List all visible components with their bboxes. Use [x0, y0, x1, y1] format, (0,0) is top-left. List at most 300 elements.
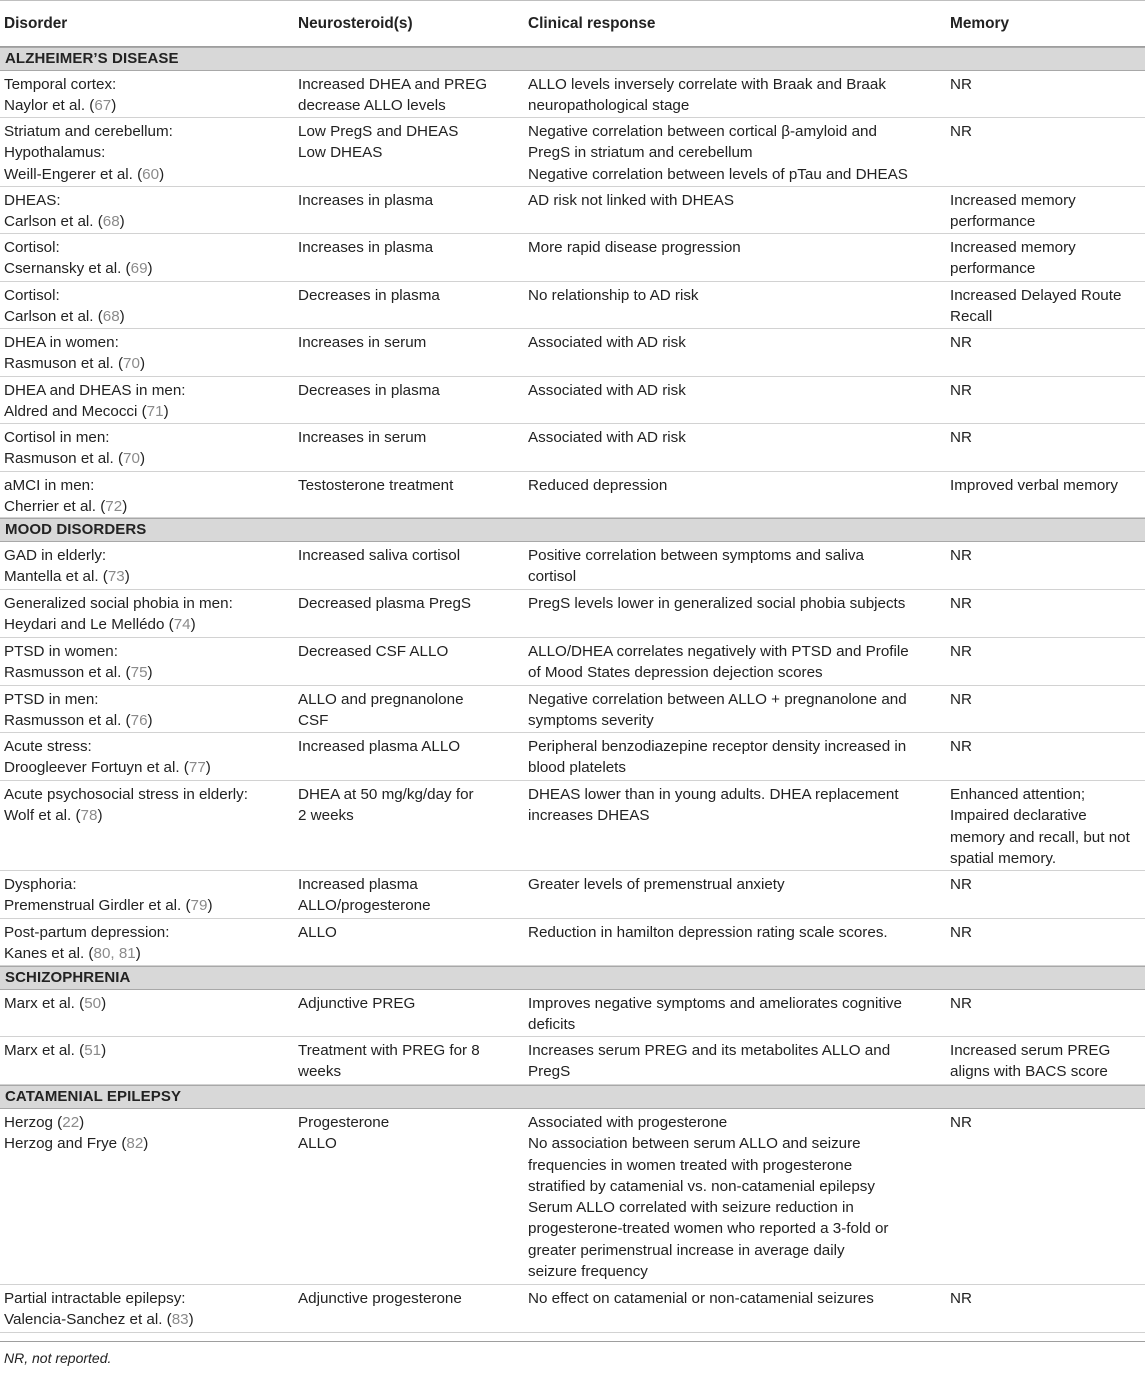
table-row: [0, 686, 1145, 733]
disorder-line: [4, 1040, 294, 1061]
cell-neurosteroids-line: Decreases in plasma: [298, 382, 440, 399]
disorder-text-end: ): [101, 1042, 107, 1059]
cell-memory-line: Increased memory: [950, 192, 1076, 209]
disorder-line: [4, 641, 294, 662]
disorder-line: [4, 1112, 294, 1133]
cell-neurosteroids-line: Increases in serum: [298, 334, 427, 351]
disorder-line: [4, 1133, 294, 1154]
disorder-line: [4, 593, 294, 614]
disorder-line: [4, 164, 294, 185]
disorder-text: Valencia-Sanchez et al. (: [4, 1311, 172, 1329]
cell-memory: [946, 1112, 1145, 1282]
cell-clinical-response-line: Negative correlation between levels of pTau and DHEAS: [528, 165, 908, 183]
disorder-text: Marx et al. (: [4, 1042, 85, 1059]
cell-clinical-response-line: increases DHEAS: [528, 807, 650, 825]
cell-memory-line: Improved verbal memory: [950, 477, 1118, 494]
cell-memory: [946, 874, 1145, 916]
disorder-text-end: ): [97, 807, 103, 825]
cell-memory: [946, 689, 1145, 730]
cell-neurosteroids: [294, 641, 524, 683]
disorder-text: Rasmuson et al. (: [4, 450, 124, 468]
cell-neurosteroids: [294, 427, 524, 469]
cell-clinical-response: [524, 593, 946, 635]
disorder-line: [4, 566, 294, 587]
cell-memory-line: aligns with BACS score: [950, 1063, 1108, 1081]
cell-clinical-response: [524, 689, 946, 730]
disorder-line: [4, 237, 294, 258]
cell-clinical-response: [524, 1288, 946, 1330]
disorder-line: [4, 805, 294, 826]
cell-neurosteroids: [294, 332, 524, 374]
cell-clinical-response-line: greater perimenstrual increase in average daily: [528, 1241, 845, 1259]
disorder-line: [4, 142, 294, 163]
disorder-line: [4, 993, 294, 1014]
header-disorder: Disorder: [4, 14, 68, 32]
cell-clinical-response-line: neuropathological stage: [528, 97, 690, 115]
cell-clinical-response-line: Negative correlation between ALLO + pregnanolone and: [528, 691, 907, 708]
cell-clinical-response-line: Associated with AD risk: [528, 334, 686, 351]
cell-neurosteroids-line: Increases in serum: [298, 429, 427, 446]
disorder-text-end: ): [207, 897, 213, 915]
cell-clinical-response: [524, 332, 946, 374]
cell-disorder: [0, 922, 294, 963]
cell-disorder: [0, 1288, 294, 1330]
reference-number[interactable]: 83: [171, 1311, 189, 1329]
disorder-text: Cortisol in men:: [4, 429, 110, 446]
cell-clinical-response: [524, 1112, 946, 1282]
cell-clinical-response-line: deficits: [528, 1016, 576, 1034]
cell-memory-line: NR: [950, 643, 972, 660]
disorder-text: Cortisol:: [4, 239, 60, 256]
cell-memory-line: NR: [950, 76, 972, 93]
cell-neurosteroids: [294, 475, 524, 515]
table-body: [0, 47, 1145, 1333]
disorder-line: [4, 475, 294, 496]
disorder-text: Acute stress:: [4, 738, 92, 755]
cell-disorder: [0, 237, 294, 279]
disorder-text-end: ): [190, 616, 196, 634]
cell-clinical-response-line: Peripheral benzodiazepine receptor density increased in: [528, 738, 907, 755]
header-memory: Memory: [950, 14, 1010, 32]
cell-clinical-response: [524, 475, 946, 515]
disorder-text-end: ): [139, 355, 145, 373]
cell-disorder: [0, 190, 294, 231]
section-header: SCHIZOPHRENIA: [0, 966, 1145, 990]
table-row: [0, 1285, 1145, 1333]
disorder-text: DHEAS:: [4, 192, 61, 209]
header-neurosteroids: Neurosteroid(s): [298, 14, 413, 32]
cell-clinical-response-line: Associated with AD risk: [528, 429, 686, 446]
reference-number[interactable]: 22: [62, 1114, 80, 1131]
disorder-text-end: ): [188, 1311, 194, 1329]
reference-number[interactable]: 80, 81: [93, 945, 136, 963]
table-row: [0, 118, 1145, 187]
disorder-text: GAD in elderly:: [4, 547, 107, 564]
disorder-text: Mantella et al. (: [4, 568, 108, 586]
reference-number[interactable]: 76: [130, 712, 148, 730]
table-row: [0, 377, 1145, 424]
cell-clinical-response: [524, 380, 946, 421]
disorder-text: Cherrier et al. (: [4, 498, 106, 516]
cell-neurosteroids: [294, 380, 524, 421]
table-row: [0, 71, 1145, 118]
disorder-text: aMCI in men:: [4, 477, 95, 494]
disorder-line: [4, 1309, 294, 1330]
disorder-line: [4, 784, 294, 805]
cell-disorder: [0, 285, 294, 326]
cell-neurosteroids-line: Decreases in plasma: [298, 287, 440, 304]
disorder-line: [4, 874, 294, 895]
disorder-text-end: ): [101, 995, 107, 1012]
cell-clinical-response-line: Negative correlation between cortical β-amyloid and: [528, 123, 877, 140]
cell-disorder: [0, 689, 294, 730]
cell-clinical-response-line: Improves negative symptoms and ameliorates cognitive: [528, 995, 902, 1012]
cell-memory-line: NR: [950, 429, 972, 446]
header-clinical-response: Clinical response: [528, 14, 656, 32]
disorder-line: [4, 95, 294, 116]
cell-clinical-response-line: ALLO levels inversely correlate with Braak and Braak: [528, 76, 886, 93]
disorder-text: Wolf et al. (: [4, 807, 81, 825]
cell-neurosteroids-line: weeks: [298, 1063, 342, 1081]
cell-neurosteroids-line: Increased DHEA and PREG: [298, 76, 488, 93]
cell-neurosteroids: [294, 74, 524, 115]
cell-memory: [946, 545, 1145, 587]
disorder-line: [4, 427, 294, 448]
disorder-text: Rasmusson et al. (: [4, 664, 131, 682]
table-row: [0, 1109, 1145, 1285]
cell-neurosteroids: [294, 545, 524, 587]
cell-clinical-response-line: of Mood States depression dejection scores: [528, 664, 823, 682]
cell-clinical-response: [524, 1040, 946, 1082]
cell-clinical-response: [524, 427, 946, 469]
cell-clinical-response: [524, 993, 946, 1034]
cell-clinical-response-line: progesterone-treated women who reported a 3-fold or: [528, 1220, 889, 1238]
cell-clinical-response: [524, 784, 946, 868]
reference-number[interactable]: 60: [142, 165, 160, 183]
cell-neurosteroids: [294, 784, 524, 868]
cell-memory-line: Impaired declarative: [950, 807, 1087, 825]
cell-memory: [946, 736, 1145, 778]
cell-clinical-response: [524, 922, 946, 963]
cell-neurosteroids-line: Low PregS and DHEAS: [298, 123, 459, 140]
cell-disorder: [0, 332, 294, 374]
table-row: [0, 638, 1145, 686]
disorder-line: [4, 496, 294, 517]
disorder-text: Dysphoria:: [4, 876, 77, 893]
table-row: [0, 781, 1145, 871]
cell-neurosteroids-line: 2 weeks: [298, 807, 354, 825]
cell-memory: [946, 427, 1145, 469]
reference-number[interactable]: 77: [188, 759, 206, 777]
cell-memory-line: NR: [950, 738, 972, 755]
disorder-text: Naylor et al. (: [4, 97, 95, 115]
cell-neurosteroids: [294, 1288, 524, 1330]
disorder-text: Post-partum depression:: [4, 924, 170, 941]
disorder-text-end: ): [119, 308, 125, 326]
disorder-text: DHEA and DHEAS in men:: [4, 382, 186, 399]
cell-disorder: [0, 475, 294, 515]
table-row: [0, 919, 1145, 966]
disorder-text: Hypothalamus:: [4, 144, 106, 162]
cell-disorder: [0, 874, 294, 916]
disorder-line: [4, 211, 294, 232]
reference-number[interactable]: 75: [130, 664, 148, 682]
reference-number[interactable]: 72: [105, 498, 123, 516]
cell-neurosteroids-line: Progesterone: [298, 1114, 390, 1131]
cell-memory: [946, 74, 1145, 115]
cell-clinical-response-line: frequencies in women treated with progesterone: [528, 1156, 853, 1174]
reference-number[interactable]: 51: [84, 1042, 102, 1059]
cell-neurosteroids-line: Increased saliva cortisol: [298, 547, 461, 564]
cell-neurosteroids-line: Adjunctive PREG: [298, 995, 416, 1012]
cell-disorder: [0, 1040, 294, 1082]
disorder-text: Carlson et al. (: [4, 213, 103, 231]
disorder-text-end: ): [147, 260, 153, 278]
disorder-line: [4, 121, 294, 142]
disorder-line: [4, 258, 294, 279]
cell-memory-line: spatial memory.: [950, 849, 1057, 867]
cell-neurosteroids-line: Low DHEAS: [298, 144, 383, 162]
cell-disorder: [0, 993, 294, 1034]
cell-clinical-response-line: ALLO/DHEA correlates negatively with PTSD and Profile: [528, 643, 909, 660]
cell-clinical-response: [524, 237, 946, 279]
cell-clinical-response-line: Increases serum PREG and its metabolites ALLO and: [528, 1042, 891, 1059]
disorder-line: [4, 74, 294, 95]
disorder-text-end: ): [139, 450, 145, 468]
cell-neurosteroids: [294, 922, 524, 963]
cell-clinical-response-line: Reduced depression: [528, 477, 668, 494]
cell-memory-line: Increased Delayed Route: [950, 287, 1122, 304]
disorder-text: Csernansky et al. (: [4, 260, 131, 278]
disorder-text: PTSD in women:: [4, 643, 118, 660]
cell-neurosteroids: [294, 874, 524, 916]
disorder-text: Cortisol:: [4, 287, 60, 304]
section-header: ALZHEIMER’S DISEASE: [0, 47, 1145, 71]
cell-neurosteroids: [294, 1112, 524, 1282]
disorder-text: Kanes et al. (: [4, 945, 94, 963]
cell-clinical-response-line: stratified by catamenial vs. non-catamenial epilepsy: [528, 1177, 875, 1195]
cell-clinical-response: [524, 190, 946, 231]
cell-memory: [946, 784, 1145, 868]
table-row: [0, 234, 1145, 282]
cell-clinical-response-line: seizure frequency: [528, 1263, 648, 1281]
cell-memory: [946, 922, 1145, 963]
cell-clinical-response-line: DHEAS lower than in young adults. DHEA replacement: [528, 786, 899, 803]
cell-disorder: [0, 1112, 294, 1282]
disorder-text-end: ): [124, 568, 130, 586]
cell-clinical-response-line: Associated with AD risk: [528, 382, 686, 399]
disorder-line: [4, 943, 294, 964]
disorder-text: Marx et al. (: [4, 995, 85, 1012]
cell-neurosteroids: [294, 121, 524, 184]
table-header: [0, 0, 1145, 47]
table-row: [0, 424, 1145, 472]
cell-disorder: [0, 74, 294, 115]
disorder-line: [4, 689, 294, 710]
cell-neurosteroids-line: Increases in plasma: [298, 239, 434, 256]
table-row: [0, 990, 1145, 1037]
disorder-text: Generalized social phobia in men:: [4, 595, 233, 612]
disorder-line: [4, 332, 294, 353]
cell-neurosteroids-line: Increased plasma ALLO: [298, 738, 461, 755]
cell-clinical-response: [524, 874, 946, 916]
table-row: [0, 329, 1145, 377]
cell-memory-line: Increased memory: [950, 239, 1076, 256]
cell-memory-line: NR: [950, 995, 972, 1012]
cell-neurosteroids-line: ALLO and pregnanolone: [298, 691, 464, 708]
reference-number[interactable]: 71: [146, 403, 164, 421]
reference-number[interactable]: 68: [102, 308, 120, 326]
disorder-line: [4, 895, 294, 916]
cell-clinical-response-line: More rapid disease progression: [528, 239, 741, 256]
cell-neurosteroids-line: Decreased CSF ALLO: [298, 643, 449, 660]
cell-neurosteroids-line: ALLO: [298, 924, 337, 941]
cell-clinical-response-line: AD risk not linked with DHEAS: [528, 192, 734, 209]
cell-clinical-response-line: PregS levels lower in generalized social phobia subjects: [528, 595, 906, 612]
cell-memory-line: NR: [950, 924, 972, 941]
cell-memory: [946, 475, 1145, 515]
cell-disorder: [0, 380, 294, 421]
table-row: [0, 187, 1145, 234]
disorder-text: Heydari and Le Mellédo (: [4, 616, 174, 634]
disorder-line: [4, 448, 294, 469]
cell-memory: [946, 121, 1145, 184]
cell-neurosteroids-line: ALLO/progesterone: [298, 897, 431, 915]
disorder-line: [4, 353, 294, 374]
disorder-text-end: ): [147, 664, 153, 682]
cell-neurosteroids-line: Increases in plasma: [298, 192, 434, 209]
cell-disorder: [0, 784, 294, 868]
disorder-text-end: ): [143, 1135, 149, 1153]
cell-clinical-response-line: Associated with progesterone: [528, 1114, 728, 1131]
cell-memory-line: NR: [950, 1290, 972, 1307]
disorder-text-end: ): [159, 165, 165, 183]
cell-memory-line: NR: [950, 382, 972, 399]
reference-number[interactable]: 78: [80, 807, 98, 825]
cell-disorder: [0, 593, 294, 635]
cell-memory: [946, 1288, 1145, 1330]
cell-clinical-response-line: blood platelets: [528, 759, 626, 777]
disorder-line: [4, 662, 294, 683]
disorder-text: Rasmuson et al. (: [4, 355, 124, 373]
section-header: CATAMENIAL EPILEPSY: [0, 1085, 1145, 1109]
cell-disorder: [0, 545, 294, 587]
cell-memory-line: performance: [950, 260, 1036, 278]
cell-memory-line: Increased serum PREG: [950, 1042, 1111, 1059]
disorder-line: [4, 190, 294, 211]
disorder-text: Rasmusson et al. (: [4, 712, 131, 730]
cell-clinical-response: [524, 121, 946, 184]
disorder-text-end: ): [79, 1114, 85, 1131]
table-row: [0, 733, 1145, 781]
cell-memory-line: NR: [950, 334, 972, 351]
reference-number[interactable]: 67: [94, 97, 112, 115]
reference-number[interactable]: 50: [84, 995, 102, 1012]
disorder-text-end: ): [111, 97, 117, 115]
disorder-text: Droogleever Fortuyn et al. (: [4, 759, 189, 777]
disorder-text: Temporal cortex:: [4, 76, 117, 93]
cell-clinical-response-line: Positive correlation between symptoms and saliva: [528, 547, 864, 564]
disorder-line: [4, 710, 294, 731]
table-row: [0, 871, 1145, 919]
disorder-text-end: ): [205, 759, 211, 777]
footnote: NR, not reported.: [0, 1341, 1145, 1366]
disorder-text: PTSD in men:: [4, 691, 99, 708]
cell-memory-line: NR: [950, 595, 972, 612]
cell-neurosteroids: [294, 993, 524, 1034]
cell-clinical-response-line: No effect on catamenial or non-catamenial seizures: [528, 1290, 874, 1307]
cell-neurosteroids: [294, 237, 524, 279]
disorder-text: Aldred and Mecocci (: [4, 403, 147, 421]
disorder-line: [4, 736, 294, 757]
disorder-text-end: ): [122, 498, 128, 516]
table-row: [0, 542, 1145, 590]
cell-clinical-response-line: PregS in striatum and cerebellum: [528, 144, 753, 162]
cell-neurosteroids-line: Treatment with PREG for 8: [298, 1042, 480, 1059]
cell-disorder: [0, 736, 294, 778]
disorder-line: [4, 614, 294, 635]
disorder-line: [4, 922, 294, 943]
reference-number[interactable]: 82: [126, 1135, 144, 1153]
cell-neurosteroids: [294, 190, 524, 231]
cell-clinical-response-line: No relationship to AD risk: [528, 287, 699, 304]
cell-neurosteroids-line: Decreased plasma PregS: [298, 595, 472, 612]
cell-neurosteroids-line: DHEA at 50 mg/kg/day for: [298, 786, 474, 803]
reference-number[interactable]: 69: [130, 260, 148, 278]
disorder-text: Striatum and cerebellum:: [4, 123, 173, 140]
table-row: [0, 472, 1145, 518]
cell-neurosteroids-line: Testosterone treatment: [298, 477, 454, 494]
cell-memory: [946, 641, 1145, 683]
cell-clinical-response-line: Serum ALLO correlated with seizure reduction in: [528, 1199, 854, 1217]
cell-neurosteroids: [294, 285, 524, 326]
cell-clinical-response-line: Reduction in hamilton depression rating scale scores.: [528, 924, 888, 941]
disorder-text: Carlson et al. (: [4, 308, 103, 326]
cell-neurosteroids-line: Increased plasma: [298, 876, 418, 893]
disorder-text-end: ): [147, 712, 153, 730]
cell-memory-line: NR: [950, 1114, 972, 1131]
cell-memory: [946, 380, 1145, 421]
disorder-line: [4, 401, 294, 422]
disorder-text-end: ): [119, 213, 125, 231]
disorder-text: Acute psychosocial stress in elderly:: [4, 786, 248, 803]
cell-clinical-response: [524, 285, 946, 326]
cell-clinical-response-line: cortisol: [528, 568, 577, 586]
cell-neurosteroids: [294, 1040, 524, 1082]
cell-neurosteroids: [294, 689, 524, 730]
cell-memory: [946, 332, 1145, 374]
disorder-line: [4, 545, 294, 566]
reference-number[interactable]: 68: [102, 213, 120, 231]
cell-neurosteroids-line: Adjunctive progesterone: [298, 1290, 462, 1307]
reference-number[interactable]: 70: [123, 355, 140, 373]
reference-number[interactable]: 73: [107, 568, 125, 586]
reference-number[interactable]: 74: [173, 616, 191, 634]
cell-memory-line: NR: [950, 876, 972, 893]
cell-neurosteroids-line: ALLO: [298, 1135, 337, 1153]
table-row: [0, 282, 1145, 329]
cell-memory: [946, 285, 1145, 326]
cell-clinical-response-line: No association between serum ALLO and seizure: [528, 1135, 861, 1153]
cell-memory: [946, 593, 1145, 635]
cell-clinical-response-line: Greater levels of premenstrual anxiety: [528, 876, 785, 893]
cell-clinical-response: [524, 641, 946, 683]
cell-memory-line: performance: [950, 213, 1036, 231]
reference-number[interactable]: 79: [190, 897, 208, 915]
reference-number[interactable]: 70: [123, 450, 140, 468]
cell-neurosteroids: [294, 736, 524, 778]
table-row: [0, 590, 1145, 638]
